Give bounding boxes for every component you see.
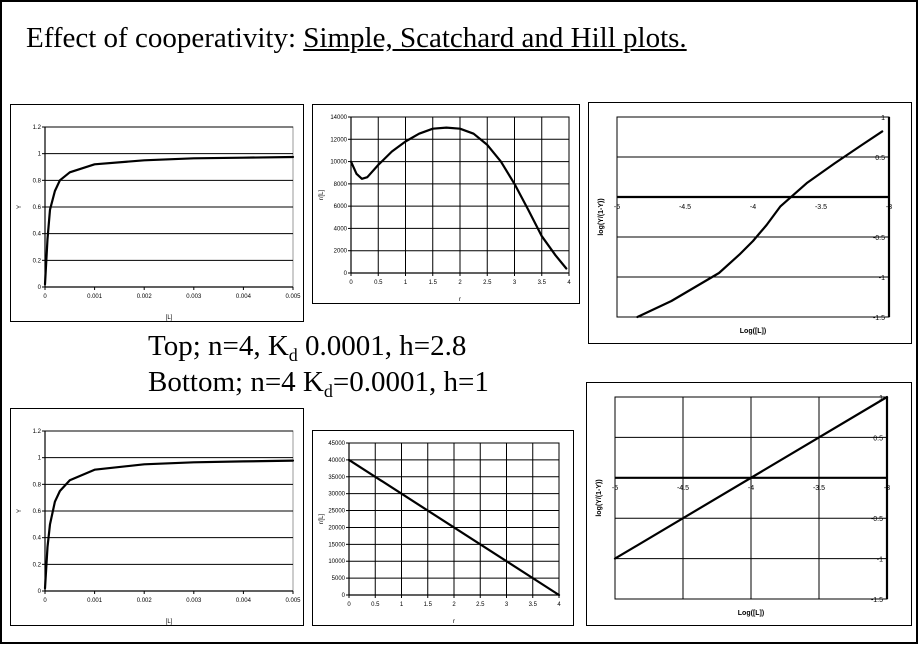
chart-top-hill	[589, 103, 913, 345]
x-tick-label: 1	[403, 280, 408, 286]
y-tick-label: 0	[341, 593, 345, 599]
x-tick-label: 3	[504, 602, 509, 608]
x-tick-label: 0	[349, 280, 353, 286]
caption-bottom-a: Bottom; n=4 K	[148, 366, 324, 398]
y-tick-label: -1	[876, 556, 883, 564]
x-tick-label: 2.5	[476, 602, 485, 608]
x-tick-label: -5	[611, 484, 619, 492]
x-tick-label: 0.004	[235, 598, 251, 604]
caption-top	[148, 330, 466, 363]
x-tick-label: 0.5	[374, 280, 383, 286]
x-tick-label: 1.5	[423, 602, 432, 608]
caption-bottom-sub: d	[323, 381, 333, 401]
y-tick-label: 1	[37, 151, 41, 158]
chart-panel-bottom-simple	[10, 408, 304, 626]
y-tick-label: 1.2	[32, 125, 41, 131]
x-tick-label: -4	[747, 484, 755, 492]
y-tick-label: 0	[343, 271, 347, 277]
x-axis-title: Log([L])	[739, 328, 767, 335]
x-tick-label: 0.003	[186, 294, 202, 300]
x-tick-label: -3.5	[814, 204, 828, 211]
x-tick-label: 0.003	[186, 598, 202, 604]
y-axis-title: log(Y/(1-Y))	[598, 198, 605, 236]
chart-panel-top-simple	[10, 104, 304, 322]
series-line	[637, 131, 882, 317]
x-axis-title: [L]	[165, 619, 173, 625]
y-tick-label: 1	[881, 115, 885, 122]
y-tick-label: 10000	[328, 559, 345, 566]
x-tick-label: 0.001	[87, 598, 103, 604]
chart-panel-bottom-scatchard	[312, 430, 574, 626]
y-tick-label: -1	[878, 275, 885, 282]
y-tick-label: -0.5	[872, 235, 885, 242]
x-tick-label: 0.001	[87, 294, 103, 300]
y-tick-label: 0.8	[32, 482, 41, 489]
x-tick-label: 3	[512, 280, 517, 286]
y-tick-label: 0.2	[32, 562, 41, 569]
y-tick-label: 20000	[328, 525, 345, 532]
x-tick-label: 2	[458, 280, 462, 286]
y-tick-label: 0.4	[32, 231, 41, 238]
y-tick-label: 35000	[328, 474, 345, 481]
chart-bottom-scatchard	[313, 431, 575, 627]
x-tick-label: -4	[749, 204, 757, 211]
caption-top-sub: d	[288, 345, 298, 365]
chart-panel-bottom-hill	[586, 382, 912, 626]
x-tick-label: -4.5	[676, 484, 690, 492]
x-tick-label: -4.5	[678, 204, 692, 211]
caption-bottom-b: =0.0001, h=1	[332, 366, 489, 398]
y-tick-label: 30000	[328, 491, 345, 498]
series-line	[351, 128, 566, 269]
x-tick-label: -3.5	[812, 484, 826, 492]
x-tick-label: 3.5	[537, 280, 546, 286]
chart-top-scatchard	[313, 105, 581, 305]
x-tick-label: 0	[43, 598, 47, 604]
chart-top-simple	[11, 105, 305, 323]
y-tick-label: 4000	[333, 226, 347, 233]
y-tick-label: 14000	[330, 115, 347, 121]
series-line	[45, 157, 293, 284]
x-axis-title: r	[453, 619, 455, 625]
chart-panel-top-hill	[588, 102, 912, 344]
slide-title-prefix: Effect of cooperativity:	[26, 22, 304, 54]
plot-area	[617, 117, 889, 317]
y-tick-label: 1	[37, 455, 41, 462]
y-tick-label: 0.5	[875, 155, 885, 162]
slide-title	[26, 22, 687, 55]
y-axis-title: Y	[17, 508, 23, 514]
series-line	[45, 461, 293, 589]
chart-bottom-simple	[11, 409, 305, 627]
x-tick-label: 2	[452, 602, 456, 608]
x-tick-label: 3.5	[528, 602, 537, 608]
x-tick-label: 0.004	[235, 294, 251, 300]
y-tick-label: 25000	[328, 508, 345, 515]
y-tick-label: -0.5	[870, 516, 883, 524]
y-tick-label: 6000	[333, 204, 347, 211]
x-tick-label: 0.005	[285, 294, 301, 300]
y-tick-label: 0.6	[32, 509, 41, 515]
y-tick-label: 2000	[333, 248, 347, 255]
y-tick-label: -1.5	[870, 597, 883, 604]
y-tick-label: 0	[37, 285, 41, 291]
x-tick-label: -5	[613, 204, 621, 211]
y-axis-title: r/[L]	[319, 513, 325, 525]
y-tick-label: 15000	[328, 542, 345, 549]
y-tick-label: 10000	[330, 159, 347, 166]
y-tick-label: 0.8	[32, 178, 41, 185]
y-tick-label: 0.6	[32, 205, 41, 211]
y-tick-label: -1.5	[872, 315, 885, 322]
x-tick-label: 0	[43, 294, 47, 300]
y-tick-label: 8000	[333, 181, 347, 188]
y-tick-label: 5000	[331, 576, 345, 583]
y-axis-title: r/[L]	[319, 189, 325, 201]
y-axis-title: log(Y/(1-Y))	[596, 479, 603, 517]
chart-panel-top-scatchard	[312, 104, 580, 304]
x-tick-label: 4	[567, 280, 571, 286]
x-tick-label: 0	[347, 602, 351, 608]
x-tick-label: 1.5	[428, 280, 437, 286]
y-tick-label: 0.5	[873, 435, 883, 443]
y-axis-title: Y	[17, 204, 23, 210]
x-tick-label: -3	[885, 204, 893, 211]
caption-top-b: 0.0001, h=2.8	[297, 330, 467, 362]
x-tick-label: 2.5	[483, 280, 492, 286]
x-axis-title: [L]	[165, 315, 173, 321]
x-tick-label: 0.002	[136, 598, 152, 604]
y-tick-label: 1	[879, 395, 883, 402]
x-tick-label: 0.5	[371, 602, 380, 608]
y-tick-label: 12000	[330, 137, 347, 144]
y-tick-label: 0.4	[32, 535, 41, 542]
y-tick-label: 0	[37, 589, 41, 595]
caption-top-a: Top; n=4, K	[148, 330, 289, 362]
x-axis-title: Log([L])	[737, 610, 765, 617]
caption-bottom	[148, 366, 489, 399]
y-tick-label: 0.2	[32, 258, 41, 265]
y-tick-label: 45000	[328, 441, 345, 447]
chart-bottom-hill	[587, 383, 913, 627]
slide-title-underlined: Simple, Scatchard and Hill plots.	[303, 22, 687, 54]
x-tick-label: 0.005	[285, 598, 301, 604]
x-tick-label: 4	[557, 602, 561, 608]
x-axis-title: r	[459, 297, 461, 303]
x-tick-label: -3	[883, 484, 891, 492]
y-tick-label: 40000	[328, 457, 345, 464]
x-tick-label: 1	[399, 602, 404, 608]
x-tick-label: 0.002	[136, 294, 152, 300]
y-tick-label: 1.2	[32, 429, 41, 435]
